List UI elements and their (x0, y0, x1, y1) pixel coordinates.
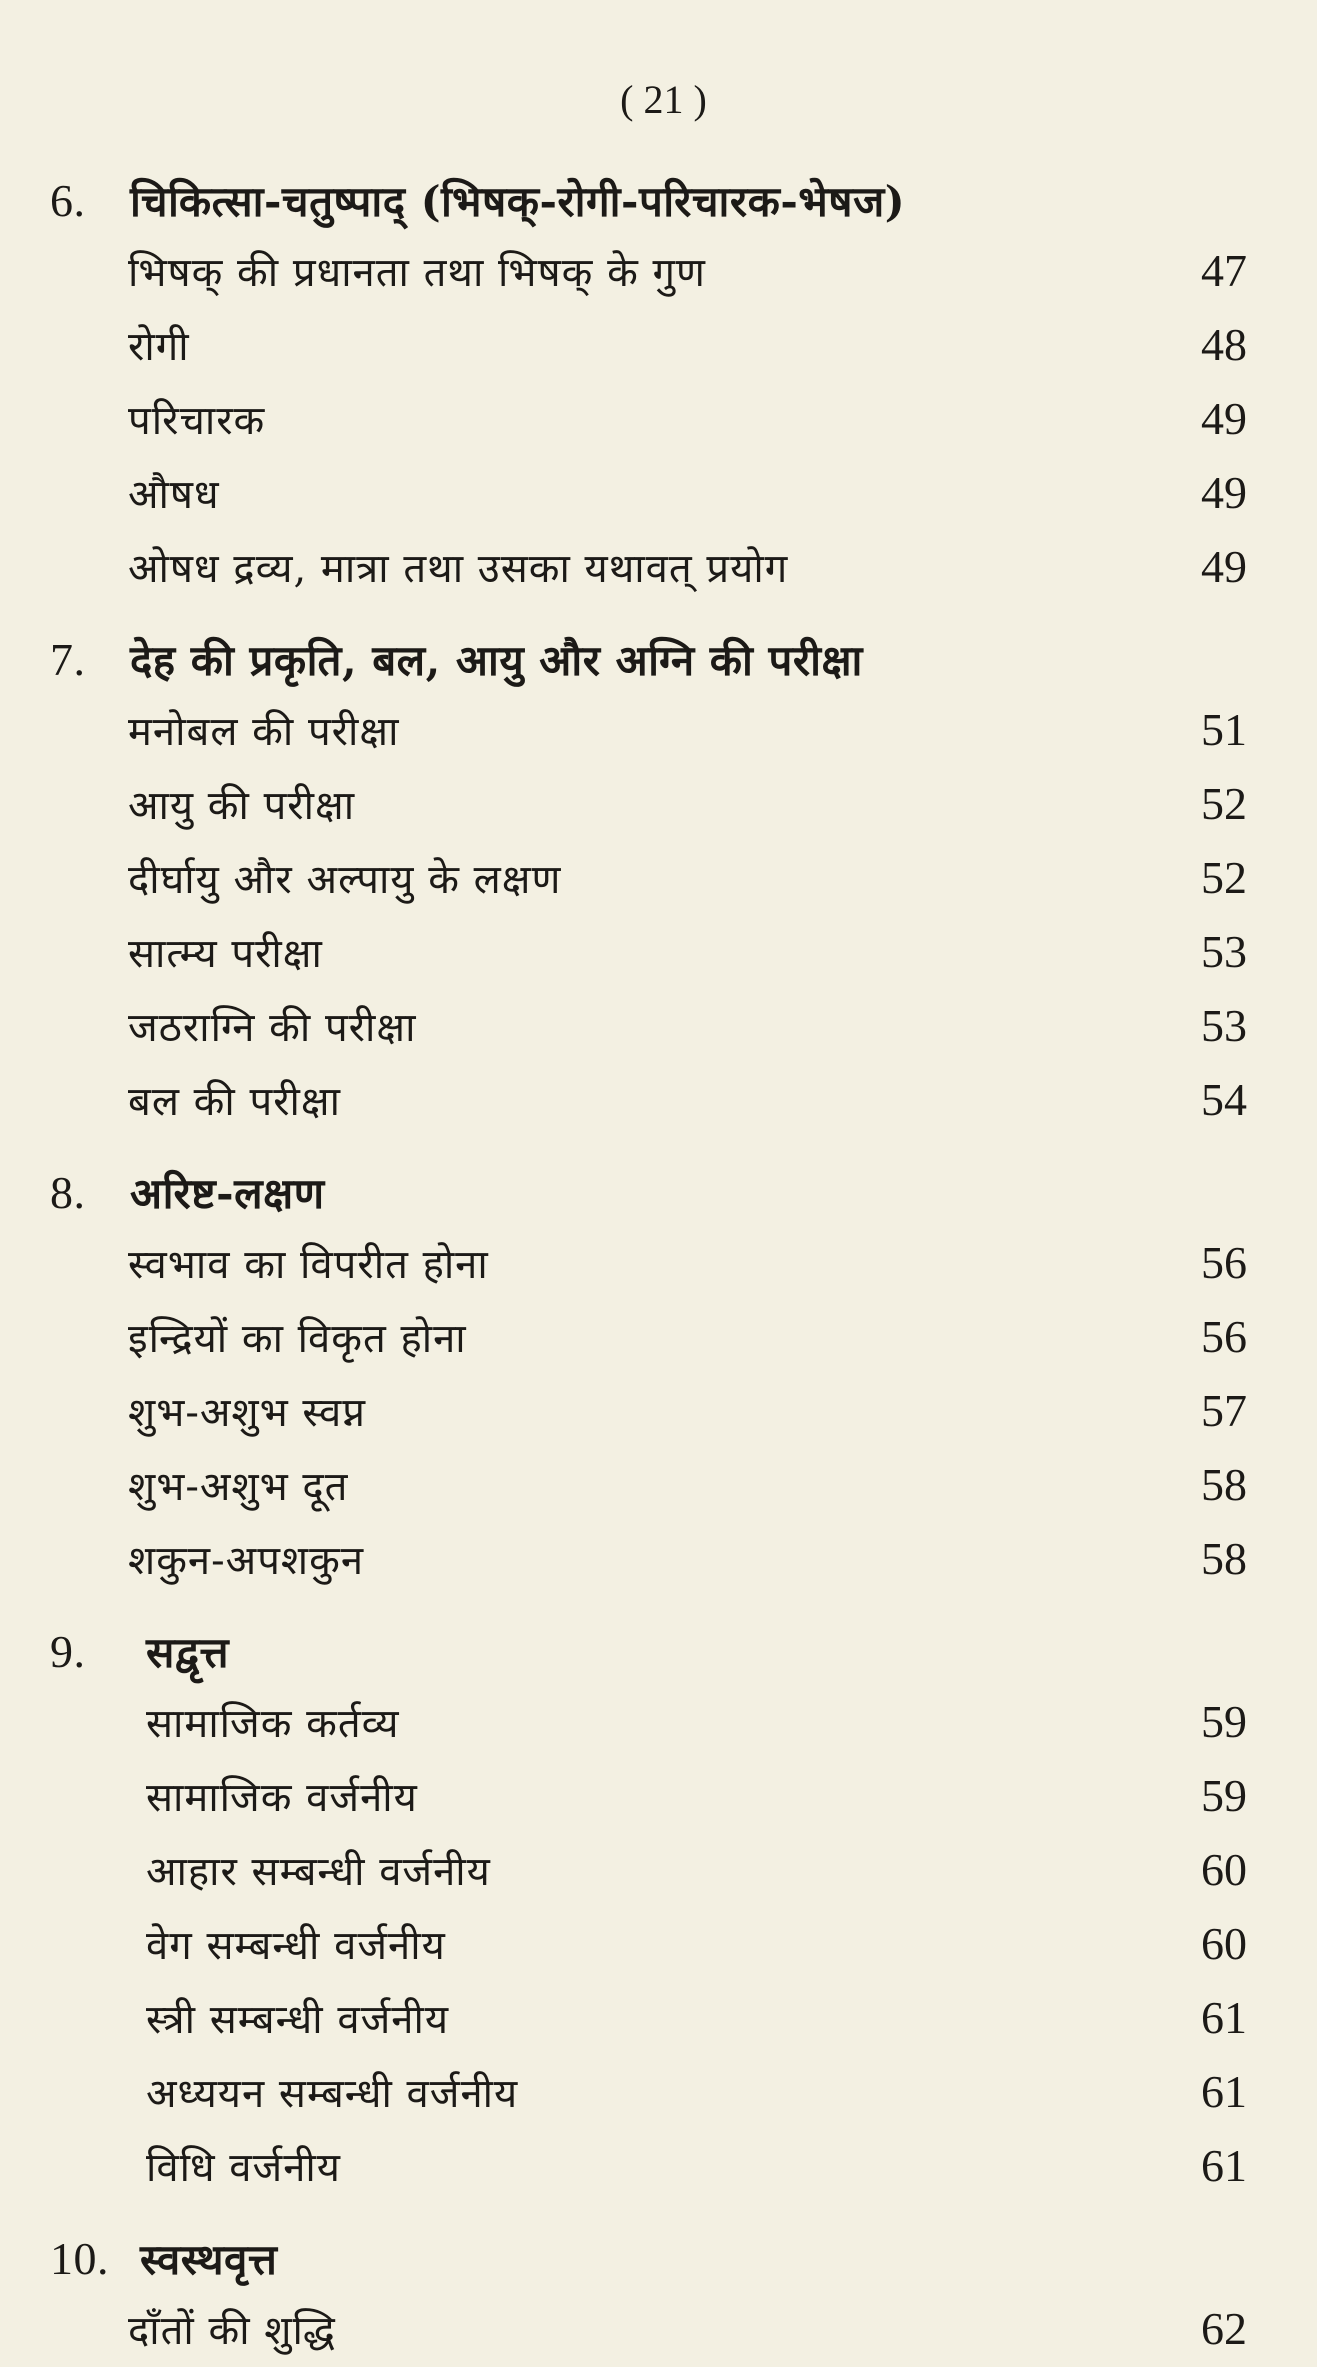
chapter-title: स्वस्थवृत्त (140, 2235, 278, 2284)
entry-page: 62 (1201, 2303, 1247, 2354)
toc-entry (50, 768, 1247, 842)
entry-title: बल की परीक्षा (128, 1079, 341, 1125)
entry-page: 53 (1201, 926, 1247, 977)
entry-title: सामाजिक वर्जनीय (146, 1775, 418, 1821)
toc-entry (50, 1064, 1247, 1138)
entry-page: 57 (1201, 1385, 1247, 1436)
toc-entry (50, 1523, 1247, 1597)
toc-entry (50, 1301, 1247, 1375)
chapter-heading (50, 2226, 1247, 2293)
chapter-10 (50, 2226, 1247, 2367)
entry-page: 56 (1201, 1237, 1247, 1288)
entry-title: ओषध द्रव्य, मात्रा तथा उसका यथावत् प्रयोग (128, 546, 789, 592)
toc-entry (50, 1834, 1247, 1908)
toc-entry (50, 916, 1247, 990)
entry-page: 47 (1201, 245, 1247, 296)
entry-title: शकुन-अपशकुन (128, 1538, 365, 1584)
chapter-9 (50, 1619, 1247, 2204)
entry-title: आयु की परीक्षा (128, 783, 356, 829)
entry-page: 54 (1201, 1074, 1247, 1125)
toc-entry (50, 457, 1247, 531)
chapter-title: अरिष्ट-लक्षण (130, 1169, 325, 1218)
toc-entry (50, 1982, 1247, 2056)
entry-page: 49 (1201, 541, 1247, 592)
entry-page: 59 (1201, 1770, 1247, 1821)
chapter-number: 10. (50, 2233, 109, 2284)
chapter-heading (50, 627, 1247, 694)
entry-title: अध्ययन सम्बन्धी वर्जनीय (146, 2071, 519, 2117)
entry-title: शुभ-अशुभ स्वप्न (128, 1390, 366, 1436)
chapter-heading (50, 1160, 1247, 1227)
entry-title: सात्म्य परीक्षा (128, 931, 323, 977)
toc-entry (50, 2130, 1247, 2204)
entry-title: आहार सम्बन्धी वर्जनीय (146, 1849, 491, 1895)
toc-entry (50, 235, 1247, 309)
chapter-heading (50, 168, 1247, 235)
entry-page: 49 (1201, 393, 1247, 444)
chapter-number: 8. (50, 1167, 86, 1218)
toc-entry (50, 1760, 1247, 1834)
entry-page: 58 (1201, 1533, 1247, 1584)
chapter-title: सद्वृत्त (146, 1628, 230, 1677)
entry-title: परिचारक (128, 398, 266, 444)
toc-entry (50, 1449, 1247, 1523)
entry-page: 52 (1201, 852, 1247, 903)
chapter-7 (50, 627, 1247, 1138)
toc-entry (50, 2293, 1247, 2367)
entry-page: 49 (1201, 467, 1247, 518)
entry-page: 61 (1201, 2140, 1247, 2191)
entry-page: 58 (1201, 1459, 1247, 1510)
entry-page: 51 (1201, 704, 1247, 755)
entry-title: रोगी (128, 324, 190, 370)
entry-title: औषध (128, 472, 220, 518)
entry-title: विधि वर्जनीय (146, 2145, 341, 2191)
entry-title: जठराग्नि की परीक्षा (128, 1005, 417, 1051)
toc-entry (50, 1375, 1247, 1449)
toc-entry (50, 1686, 1247, 1760)
chapter-number: 9. (50, 1626, 86, 1677)
entry-title: इन्द्रियों का विकृत होना (128, 1316, 467, 1362)
chapter-heading (50, 1619, 1247, 1686)
chapter-title: देह की प्रकृति, बल, आयु और अग्नि की परीक्षा (130, 636, 863, 685)
toc-entry (50, 531, 1247, 605)
toc-entry (50, 1908, 1247, 1982)
toc-entry (50, 694, 1247, 768)
entry-page: 60 (1201, 1844, 1247, 1895)
entry-title: वेग सम्बन्धी वर्जनीय (146, 1923, 446, 1969)
entry-title: भिषक् की प्रधानता तथा भिषक् के गुण (128, 250, 706, 296)
toc-entry (50, 990, 1247, 1064)
entry-title: शुभ-अशुभ दूत (128, 1464, 349, 1510)
entry-page: 56 (1201, 1311, 1247, 1362)
chapter-title: चिकित्सा-चतुष्पाद् (भिषक्-रोगी-परिचारक-भेषज) (130, 177, 906, 226)
chapter-6 (50, 168, 1247, 605)
entry-page: 48 (1201, 319, 1247, 370)
entry-page: 59 (1201, 1696, 1247, 1747)
entry-title: दाँतों की शुद्धि (128, 2308, 336, 2354)
entry-page: 61 (1201, 1992, 1247, 2043)
toc-entry (50, 383, 1247, 457)
entry-title: स्वभाव का विपरीत होना (128, 1242, 489, 1288)
entry-title: स्त्री सम्बन्धी वर्जनीय (146, 1997, 450, 2043)
toc-entry (50, 2056, 1247, 2130)
entry-title: सामाजिक कर्तव्य (146, 1701, 400, 1747)
toc-entry (50, 1227, 1247, 1301)
entry-page: 61 (1201, 2066, 1247, 2117)
entry-page: 60 (1201, 1918, 1247, 1969)
toc-entry (50, 309, 1247, 383)
entry-page: 53 (1201, 1000, 1247, 1051)
chapter-number: 7. (50, 634, 86, 685)
entry-page: 52 (1201, 778, 1247, 829)
page-number: ( 21 ) (620, 77, 707, 122)
toc-entry (50, 842, 1247, 916)
chapter-8 (50, 1160, 1247, 1597)
chapter-number: 6. (50, 175, 86, 226)
entry-title: दीर्घायु और अल्पायु के लक्षण (128, 857, 562, 903)
entry-title: मनोबल की परीक्षा (128, 709, 400, 755)
